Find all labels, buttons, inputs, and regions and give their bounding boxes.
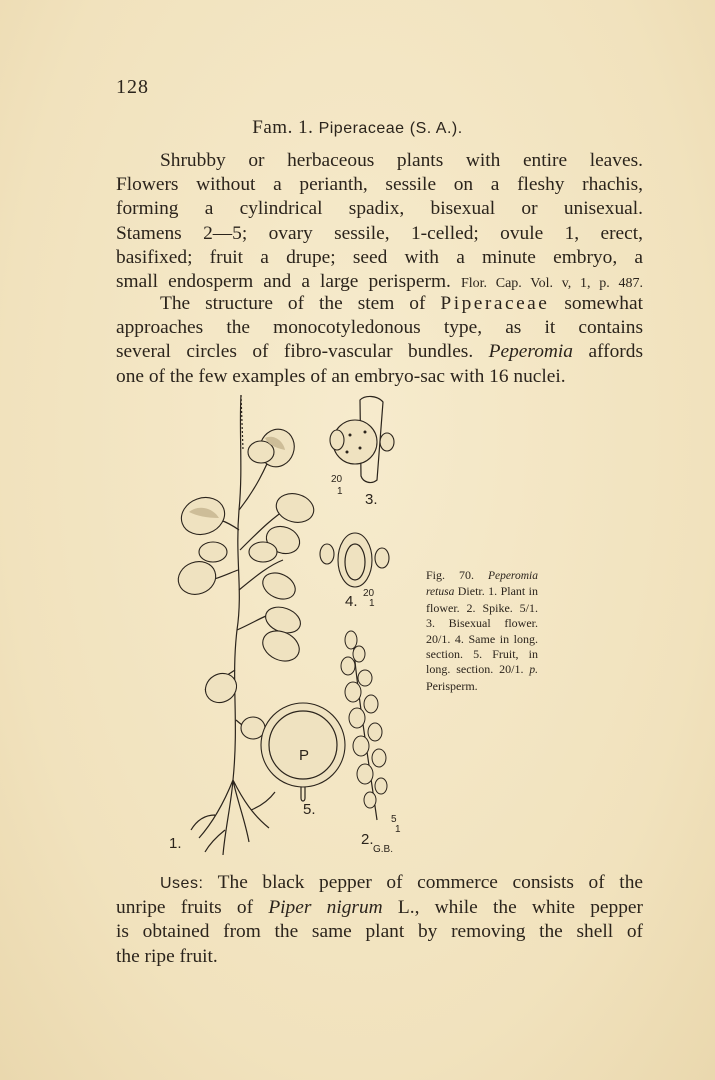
struct-line-3-start: several circles of fibro-vascular bundles. xyxy=(116,341,474,363)
page-number: 128 xyxy=(116,76,149,98)
family-prefix: Fam. 1. xyxy=(252,117,314,138)
artist-initials: G.B. xyxy=(373,844,394,855)
desc-line-3: forming a cylindrical spadix, bisexual or unisexual. xyxy=(116,198,643,220)
struct-line-1-end: somewhat xyxy=(564,293,643,314)
fig-label-p: P xyxy=(299,747,310,764)
struct-line-3 xyxy=(116,340,643,364)
struct-line-1-start: The structure of the stem of xyxy=(160,293,426,314)
desc-line-6-text: small endosperm and a large perisperm. xyxy=(116,271,451,293)
desc-line-4: Stamens 2—5; ovary sessile, 1-celled; ovule 1, erect, xyxy=(116,222,643,244)
mag-label-section-bottom: 1 xyxy=(369,598,375,609)
struct-line-2: approaches the monocotyledonous type, as it contains xyxy=(116,317,643,339)
mag-label-flower-bottom: 1 xyxy=(337,486,343,497)
description-paragraph xyxy=(116,149,643,296)
family-suffix: (S. A.). xyxy=(409,120,463,137)
struct-genus: Peperomia xyxy=(488,341,574,363)
struct-line-3-end: affords xyxy=(588,341,644,363)
flora-reference: Flor. Cap. Vol. v, 1, p. 487. xyxy=(460,276,643,292)
caption-species: Peperomia retusa xyxy=(426,570,538,599)
uses-line-2-start: unripe fruits of xyxy=(116,897,254,919)
struct-line-4: one of the few examples of an embryo-sac with 16 nuclei. xyxy=(116,365,566,387)
desc-line-2: Flowers without a perianth, sessile on a fleshy rhachis, xyxy=(116,174,643,196)
uses-label: Uses: xyxy=(160,875,204,892)
mag-label-spike-top: 5 xyxy=(391,814,397,825)
desc-line-5: basifixed; fruit a drupe; seed with a minute embryo, a xyxy=(116,246,643,268)
caption-p-text: Perisperm. xyxy=(426,678,478,693)
uses-line-1 xyxy=(116,871,643,896)
struct-line-1 xyxy=(116,292,643,316)
caption-text: Dietr. 1. Plant in flower. 2. Spike. 5/1. 3. Bisexual flower. 20/1. 4. Same in long. section. 5. Fruit, in long. section. 20/1. xyxy=(426,584,538,677)
mag-label-flower-top: 20 xyxy=(331,474,343,485)
flower-figure xyxy=(330,396,394,482)
struct-family-name: Piperaceae xyxy=(440,293,550,314)
fig-label-4: 4. xyxy=(345,593,358,610)
mag-label-spike-bottom: 1 xyxy=(395,824,401,835)
uses-paragraph xyxy=(116,871,643,969)
uses-species: Piper nigrum xyxy=(268,897,383,919)
family-heading xyxy=(0,117,715,139)
section-figure xyxy=(320,533,389,587)
uses-line-2-end: L., while the white pepper xyxy=(397,897,643,919)
uses-line-1-text: The black pepper of commerce consists of the xyxy=(217,872,643,893)
uses-line-4: the ripe fruit. xyxy=(116,945,218,967)
caption-p: p. xyxy=(529,664,538,677)
fig-label-2: 2. xyxy=(361,831,374,848)
family-name: Piperaceae xyxy=(318,120,405,137)
spike-figure xyxy=(341,631,387,820)
fig-label-5: 5. xyxy=(303,801,316,818)
caption-prefix: Fig. 70. xyxy=(426,568,474,582)
figure-caption xyxy=(426,568,538,694)
uses-line-3: is obtained from the same plant by removing the shell of xyxy=(116,921,643,943)
uses-line-2 xyxy=(116,896,643,920)
fig-label-3: 3. xyxy=(365,491,378,508)
peperomia-illustration xyxy=(165,390,425,860)
fig-label-1: 1. xyxy=(169,835,182,852)
desc-line-1: Shrubby or herbaceous plants with entire leaves. xyxy=(160,150,643,171)
mag-label-section-top: 20 xyxy=(363,588,375,599)
structure-paragraph xyxy=(116,292,643,389)
